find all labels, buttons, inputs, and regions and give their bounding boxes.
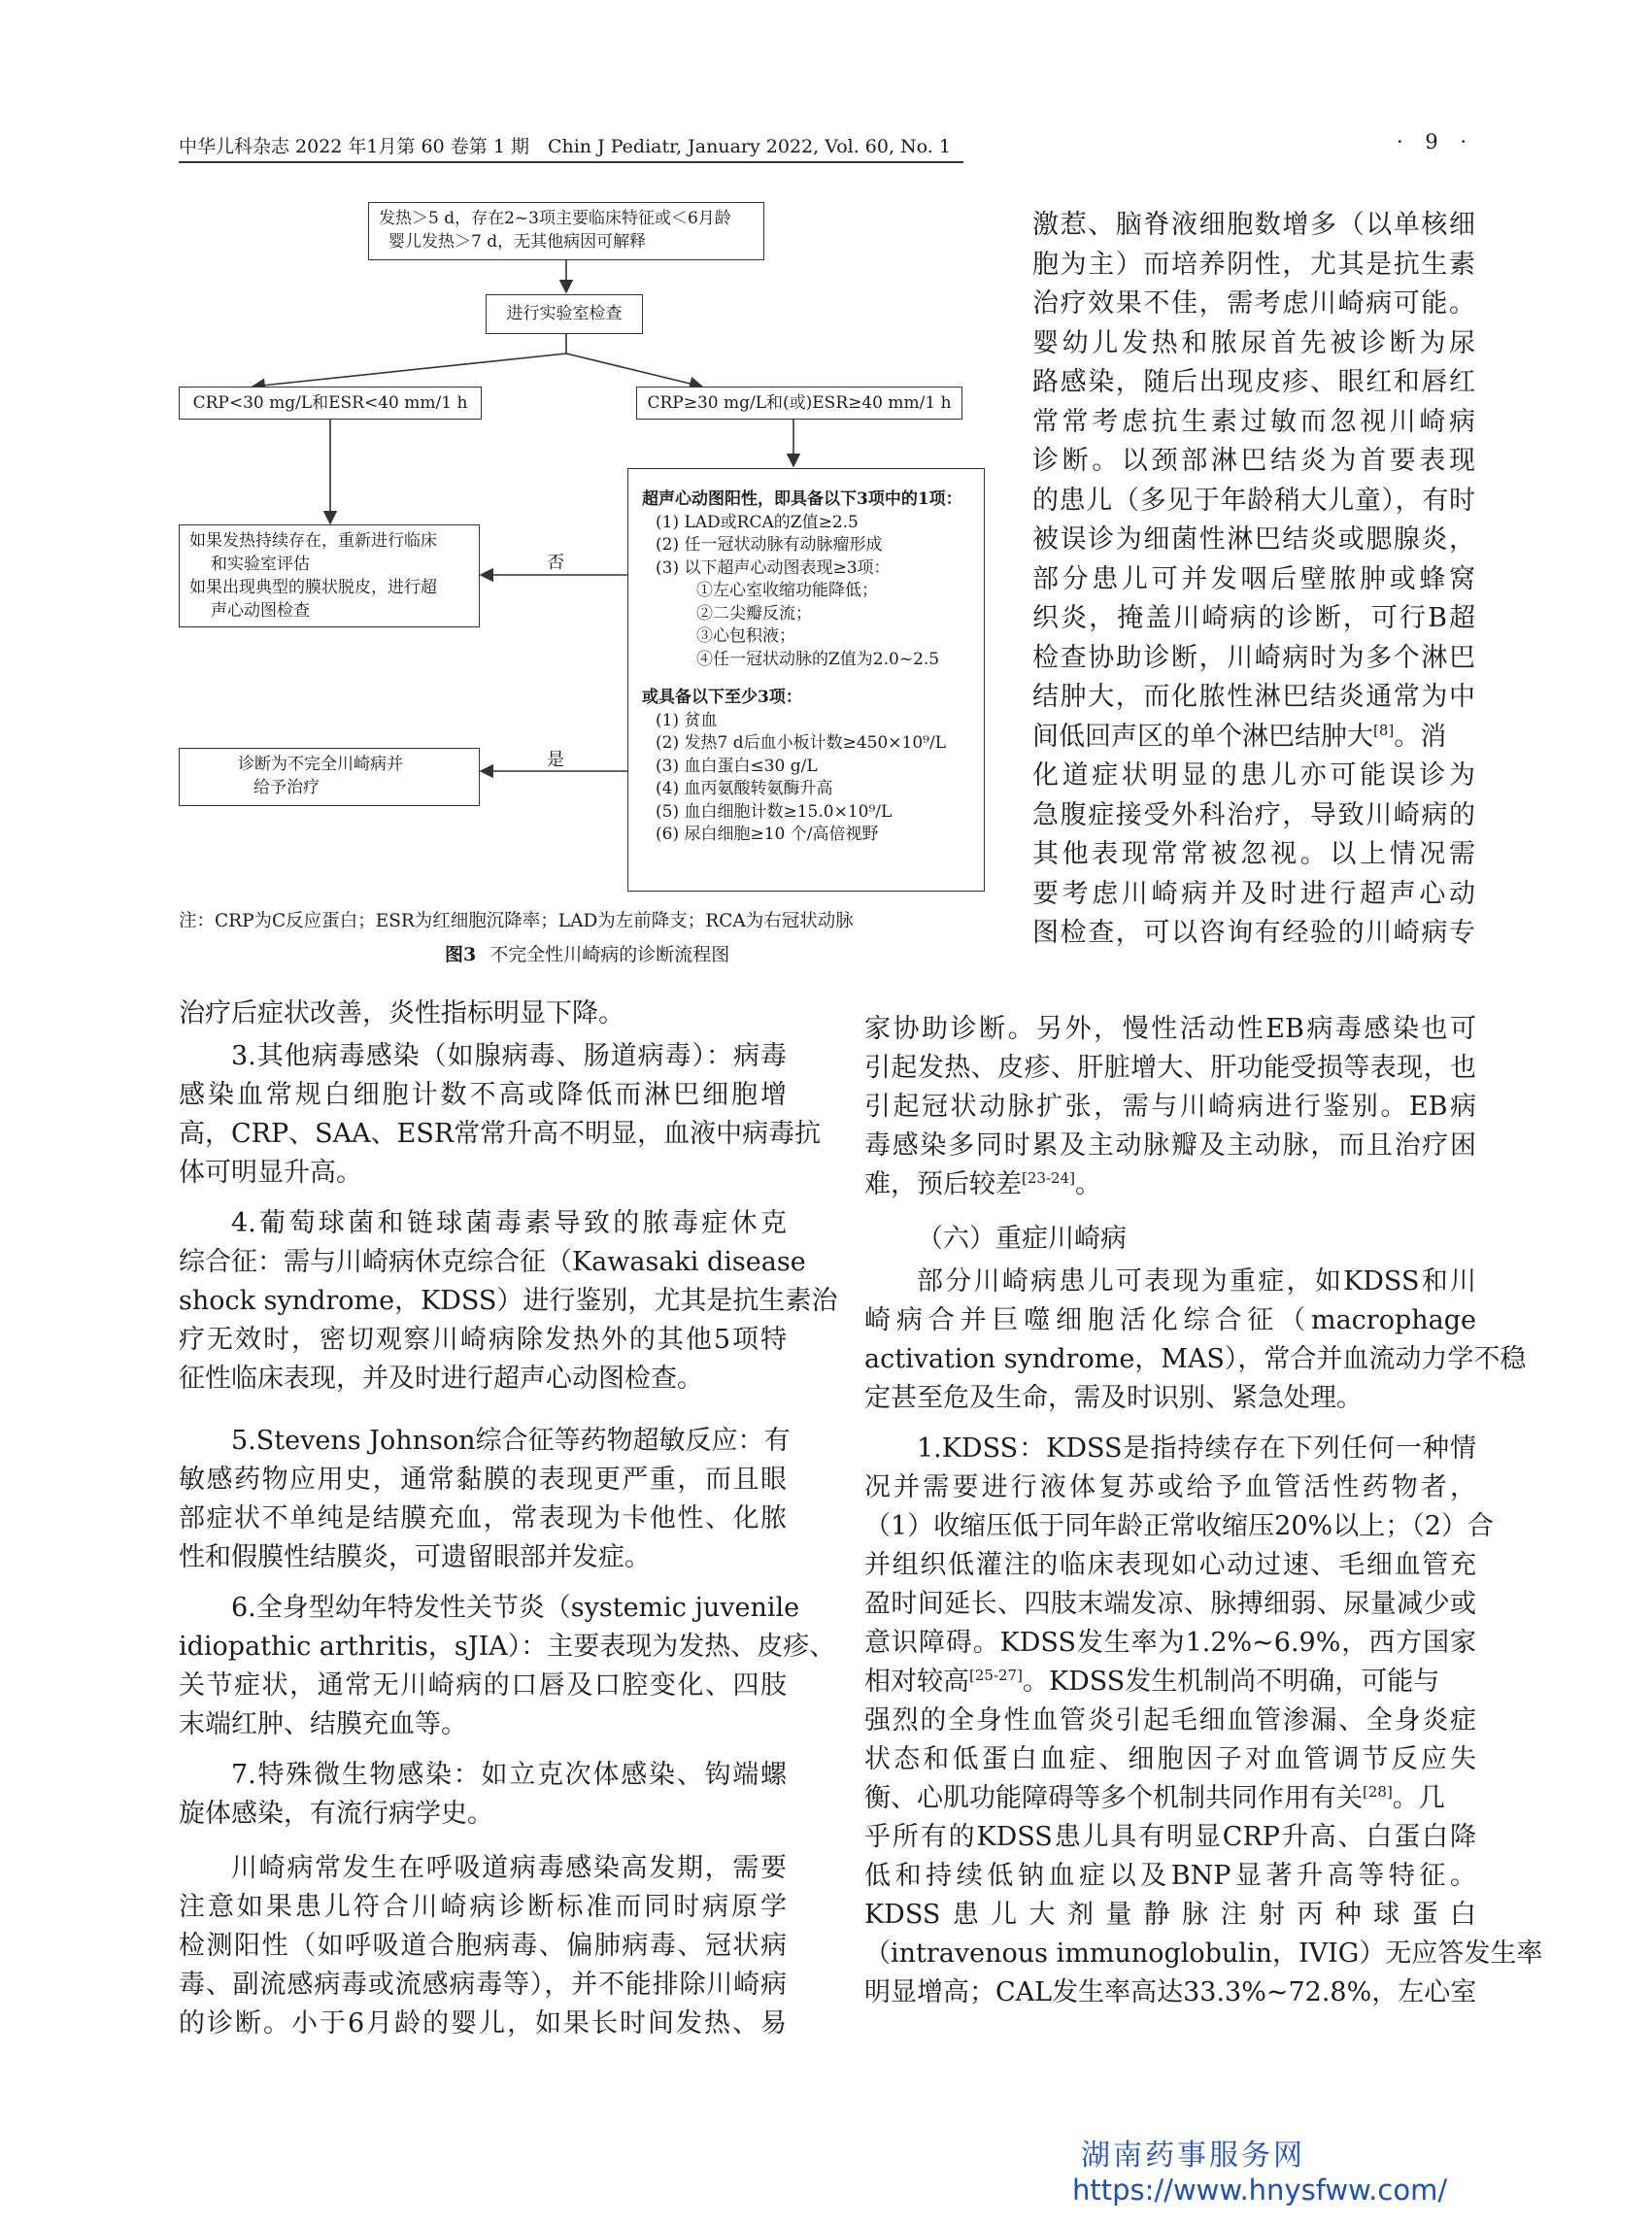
criteria-item-1-1: (1) LAD或RCA的Z值≥2.5 <box>656 512 859 532</box>
text-line: 治疗后症状改善，炎性指标明显下降。 <box>179 998 624 1028</box>
reevaluate-line-4: 声心动图检查 <box>211 601 310 621</box>
text-line: 毒感染多同时累及主动脉瓣及主动脉，而且治疗困 <box>864 1130 1476 1161</box>
watermark-url[interactable]: https://www.hnysfww.com/ <box>1072 2174 1448 2207</box>
text-line: 川崎病常发生在呼吸道病毒感染高发期，需要 <box>231 1853 787 1883</box>
criteria-item-2-3: (3) 血白蛋白≤30 g/L <box>656 756 818 776</box>
paragraph-treatment-improve <box>179 995 787 1033</box>
text-line: 图检查，可以咨询有经验的川崎病专 <box>1032 918 1475 948</box>
text-line: 感染血常规白细胞计数不高或降低而淋巴细胞增 <box>179 1080 787 1110</box>
citation: [23-24] <box>1022 1169 1075 1187</box>
criteria-item-2-4: (4) 血丙氨酸转氨酶升高 <box>656 779 833 798</box>
text-line: 明显增高；CAL发生率高达33.3%~72.8%，左心室 <box>864 1977 1477 2007</box>
text-line: activation syndrome，MAS），常合并血流动力学不稳 <box>864 1344 1527 1374</box>
text-line: 的患儿（多见于年龄稍大儿童），有时 <box>1032 485 1475 516</box>
page-number: · 9 · <box>1397 130 1475 153</box>
text-line: 检查协助诊断，川崎病时为多个淋巴 <box>1032 642 1475 673</box>
text-line: 常常考虑抗生素过敏而忽视川崎病 <box>1032 406 1475 437</box>
text-span: 间低回声区的单个淋巴结肿大 <box>1032 721 1373 752</box>
text-line: 引起发热、皮疹、肝脏增大、肝功能受损等表现，也 <box>864 1053 1476 1083</box>
text-line: shock syndrome，KDSS）进行鉴别，尤其是抗生素治 <box>179 1286 838 1316</box>
crp-low-box <box>179 387 482 420</box>
citation: [8] <box>1373 721 1395 739</box>
criteria-title-1: 超声心动图阳性，即具备以下3项中的1项： <box>642 489 962 509</box>
text-line: 定甚至危及生命，需及时识别、紧急处理。 <box>864 1383 1363 1413</box>
paragraph-infant-misdiagnosis <box>1032 206 1475 954</box>
text-line: （1）收缩压低于同年龄正常收缩压20%以上；（2）合 <box>864 1511 1494 1541</box>
text-line: 激惹、脑脊液细胞数增多（以单核细 <box>1032 210 1475 240</box>
text-line: 检测阳性（如呼吸道合胞病毒、偏肺病毒、冠状病 <box>179 1931 787 1961</box>
diagnosis-line-1: 诊断为不完全川崎病并 <box>238 755 403 774</box>
text-line: 胞为主）而培养阴性，尤其是抗生素 <box>1032 249 1475 280</box>
text-line: 意识障碍。KDSS发生率为1.2%~6.9%，西方国家 <box>864 1628 1476 1658</box>
paragraph-respiratory-virus <box>179 1849 787 2043</box>
criteria-item-2-1: (1) 贫血 <box>656 710 718 730</box>
text-line: 崎病合并巨噬细胞活化综合征（macrophage <box>864 1305 1476 1335</box>
text-span: 相对较高 <box>864 1667 969 1697</box>
text-line: 旋体感染，有流行病学史。 <box>179 1799 493 1829</box>
start-line-2: 婴儿发热＞7 d，无其他病因可解释 <box>388 232 647 252</box>
text-line: （六）重症川崎病 <box>917 1224 1127 1254</box>
text-span: 难，预后较差 <box>864 1169 1022 1199</box>
text-span: 。KDSS发生机制尚不明确，可能与 <box>1022 1667 1440 1697</box>
criteria-item-2-5: (5) 血白细胞计数≥15.0×10⁹/L <box>656 801 893 822</box>
text-line: （intravenous immunoglobulin，IVIG）无应答发生率 <box>864 1938 1543 1969</box>
paragraph-special-microbes <box>179 1756 787 1834</box>
text-line: 的诊断。小于6月龄的婴儿，如果长时间发热、易 <box>179 2008 787 2039</box>
text-span: 。几 <box>1392 1783 1445 1813</box>
text-line: 急腹症接受外科治疗，导致川崎病的 <box>1032 799 1475 830</box>
reevaluate-line-2: 和实验室评估 <box>211 555 310 574</box>
paragraph-eb-virus <box>864 1010 1476 1204</box>
crp-high-box <box>636 387 962 420</box>
text-line: 末端红肿、结膜充血等。 <box>179 1709 467 1739</box>
text-line: 部分川崎病患儿可表现为重症，如KDSS和川 <box>917 1266 1476 1297</box>
text-line: 被误诊为细菌性淋巴结炎或腮腺炎， <box>1032 524 1475 555</box>
text-line <box>864 1165 1476 1204</box>
start-criteria-box <box>368 202 764 260</box>
citation: [25-27] <box>969 1667 1023 1684</box>
text-line: 6.全身型幼年特发性关节炎（systemic juvenile <box>231 1593 800 1623</box>
text-line: 低和持续低钠血症以及BNP显著升高等特征。 <box>864 1861 1476 1891</box>
paragraph-kdss <box>864 1430 1543 2012</box>
criteria-title-2: 或具备以下至少3项： <box>642 688 802 707</box>
reevaluate-line-3: 如果出现典型的膜状脱皮，进行超 <box>189 578 437 597</box>
text-span: 。消 <box>1394 721 1447 752</box>
text-line: 疗无效时，密切观察川崎病除发热外的其他5项特 <box>179 1325 787 1355</box>
text-line: 强烈的全身性血管炎引起毛细血管渗漏、全身炎症 <box>864 1705 1476 1736</box>
text-line <box>1032 718 1475 758</box>
text-line: 治疗效果不佳，需考虑川崎病可能。 <box>1032 288 1475 319</box>
text-line: 征性临床表现，并及时进行超声心动图检查。 <box>179 1364 703 1394</box>
text-line: 1.KDSS：KDSS是指持续存在下列任何一种情 <box>917 1433 1476 1464</box>
text-line: 其他表现常常被忽视。以上情况需 <box>1032 839 1475 869</box>
paragraph-viral-infection <box>179 1037 822 1193</box>
text-line: 化道症状明显的患儿亦可能误诊为 <box>1032 760 1475 791</box>
text-line: 5.Stevens Johnson综合征等药物超敏反应：有 <box>231 1426 791 1456</box>
criteria-item-1-3: (3) 以下超声心动图表现≥3项： <box>656 557 891 578</box>
text-span: 。 <box>1074 1169 1101 1199</box>
crp-low-label: CRP<30 mg/L和ESR<40 mm/1 h <box>192 393 468 413</box>
text-line: 状态和低蛋白血症、细胞因子对血管调节反应失 <box>864 1744 1476 1774</box>
text-line: 性和假膜性结膜炎，可遗留眼部并发症。 <box>179 1542 651 1572</box>
text-line: 家协助诊断。另外，慢性活动性EB病毒感染也可 <box>864 1014 1476 1044</box>
no-label: 否 <box>547 553 564 573</box>
text-line: 体可明显升高。 <box>179 1158 362 1188</box>
criteria-sub-item-3: ③心包积液； <box>696 626 795 646</box>
criteria-item-1-2: (2) 任一冠状动脉有动脉瘤形成 <box>656 535 883 555</box>
yes-label: 是 <box>547 750 564 770</box>
crp-high-label: CRP≥30 mg/L和(或)ESR≥40 mm/1 h <box>647 393 952 413</box>
text-line: 路感染，随后出现皮疹、眼红和唇红 <box>1032 367 1475 397</box>
text-line: 3.其他病毒感染（如腺病毒、肠道病毒）：病毒 <box>231 1041 787 1071</box>
figure-caption-text: 不完全性川崎病的诊断流程图 <box>489 944 730 965</box>
text-line: 7.特殊微生物感染：如立克次体感染、钩端螺 <box>231 1760 787 1790</box>
diagnosis-box <box>179 748 480 806</box>
citation: [28] <box>1363 1783 1393 1801</box>
criteria-item-2-2: (2) 发热7 d后血小板计数≥450×10⁹/L <box>656 733 946 753</box>
text-line: 诊断。以颈部淋巴结炎为首要表现 <box>1032 446 1475 476</box>
criteria-sub-item-2: ②二尖瓣反流； <box>696 603 812 624</box>
text-line: 织炎，掩盖川崎病的诊断，可行B超 <box>1032 603 1475 633</box>
text-line: 结肿大，而化脓性淋巴结炎通常为中 <box>1032 682 1475 712</box>
diagnosis-line-2: 给予治疗 <box>253 778 320 797</box>
text-line: 注意如果患儿符合川崎病诊断标准而同时病原学 <box>179 1892 787 1922</box>
criteria-sub-item-1: ①左心室收缩功能降低； <box>696 581 878 600</box>
criteria-item-2-6: (6) 尿白细胞≥10 个/高倍视野 <box>656 825 879 844</box>
flowchart-figure <box>0 0 981 971</box>
text-line: 4.葡萄球菌和链球菌毒素导致的脓毒症休克 <box>231 1208 787 1238</box>
criteria-box <box>627 468 985 892</box>
journal-header: 中华儿科杂志 2022 年1月第 60 卷第 1 期 Chin J Pediatr, January 2022, Vol. 60, No. 1 <box>179 136 951 157</box>
text-line: 高，CRP、SAA、ESR常常升高不明显，血液中病毒抗 <box>179 1119 822 1149</box>
text-line: 盈时间延长、四肢末端发凉、脉搏细弱、尿量减少或 <box>864 1589 1476 1619</box>
paragraph-stevens-johnson <box>179 1422 791 1577</box>
reevaluate-box <box>179 524 480 627</box>
criteria-sub-item-4: ④任一冠状动脉的Z值为2.0~2.5 <box>696 649 940 669</box>
paragraph-severe-kd <box>864 1263 1527 1418</box>
figure-note: 注：CRP为C反应蛋白；ESR为红细胞沉降率；LAD为左前降支；RCA为右冠状动脉 <box>179 911 854 931</box>
text-line: 要考虑川崎病并及时进行超声心动 <box>1032 878 1475 909</box>
text-line: 乎所有的KDSS患儿具有明显CRP升高、白蛋白降 <box>864 1822 1476 1852</box>
text-line: 引起冠状动脉扩张，需与川崎病进行鉴别。EB病 <box>864 1092 1476 1122</box>
text-line: 综合征：需与川崎病休克综合征（Kawasaki disease <box>179 1247 806 1277</box>
text-line: idiopathic arthritis，sJIA）：主要表现为发热、皮疹、 <box>179 1632 836 1662</box>
lab-test-box <box>486 294 643 334</box>
arrow-to-crp-low <box>253 354 566 387</box>
text-line <box>864 1663 1476 1702</box>
start-line-1: 发热＞5 d，存在2~3项主要临床特征或＜6月龄 <box>379 209 731 228</box>
text-line: KDSS患儿大剂量静脉注射丙种球蛋白 <box>864 1900 1476 1930</box>
text-line: 况并需要进行液体复苏或给予血管活性药物者， <box>864 1472 1476 1502</box>
paragraph-sjia <box>179 1589 836 1744</box>
paragraph-toxic-shock <box>179 1204 838 1399</box>
figure-caption <box>445 940 729 966</box>
arrow-to-crp-high <box>566 354 702 387</box>
text-line: 婴幼儿发热和脓尿首先被诊断为尿 <box>1032 327 1475 358</box>
text-line: 关节症状，通常无川崎病的口唇及口腔变化、四肢 <box>179 1670 787 1701</box>
figure-caption-label: 图3 <box>445 944 477 965</box>
text-line <box>864 1779 1476 1818</box>
section-heading-severe-kd <box>917 1220 1476 1259</box>
text-line: 并组织低灌注的临床表现如心动过速、毛细血管充 <box>864 1550 1476 1580</box>
text-line: 毒、副流感病毒或流感病毒等），并不能排除川崎病 <box>179 1970 787 2000</box>
watermark-site-name: 湖南药事服务网 <box>1081 2139 1305 2173</box>
reevaluate-line-1: 如果发热持续存在，重新进行临床 <box>189 531 437 551</box>
text-line: 部症状不单纯是结膜充血，常表现为卡他性、化脓 <box>179 1503 787 1534</box>
text-span: 衡、心肌功能障碍等多个机制共同作用有关 <box>864 1783 1363 1813</box>
lab-test-label: 进行实验室检查 <box>506 304 623 323</box>
text-line: 部分患儿可并发咽后壁脓肿或蜂窝 <box>1032 563 1475 594</box>
text-line: 敏感药物应用史，通常黏膜的表现更严重，而且眼 <box>179 1465 787 1495</box>
